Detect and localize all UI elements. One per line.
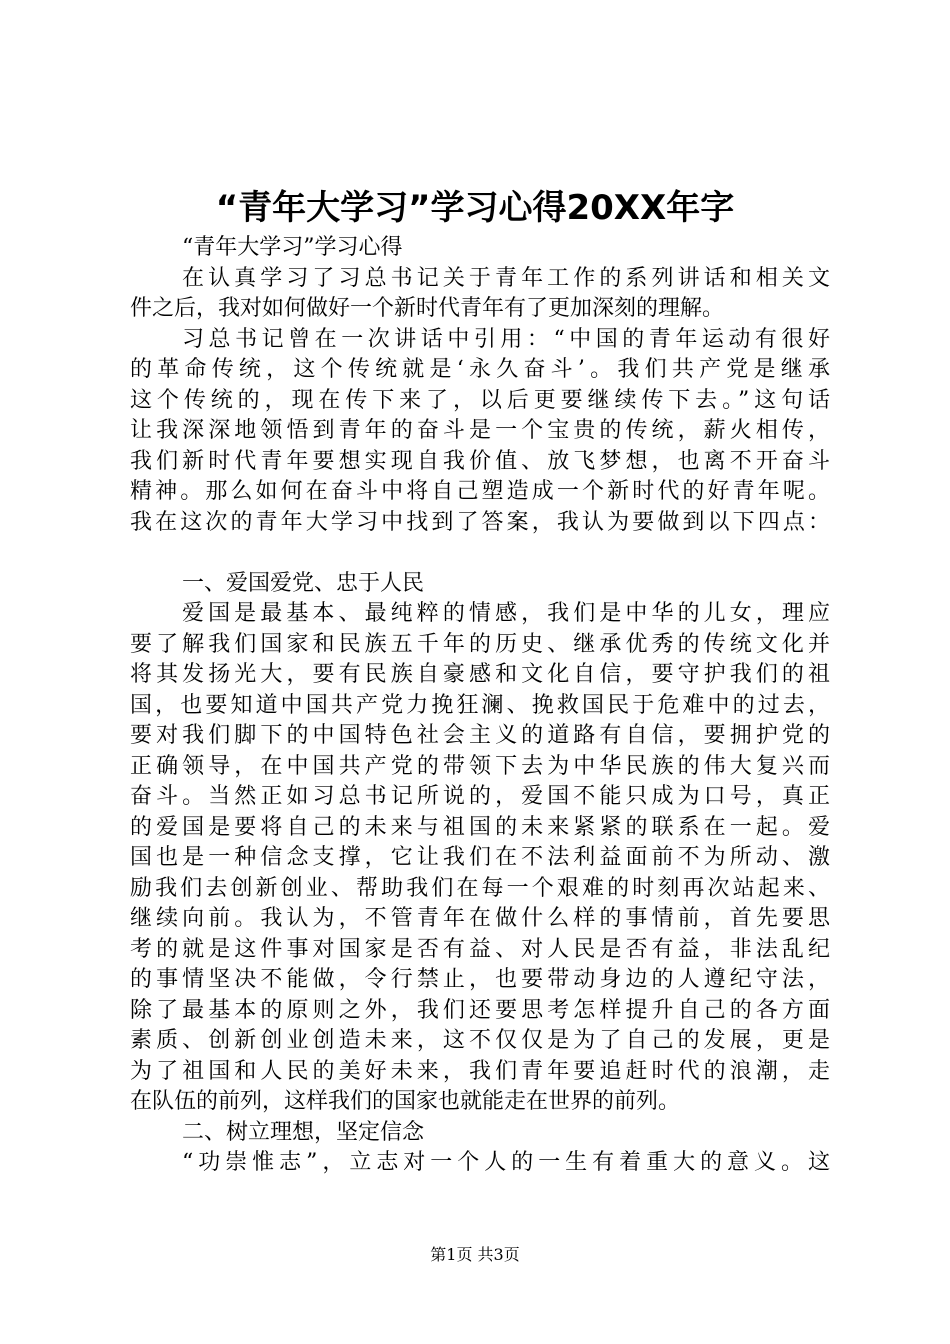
document-body [130, 233, 830, 1179]
paragraph-line: 在认真学习了习总书记关于青年工作的系列讲话和相关文 [182, 265, 830, 291]
paragraph-line: 爱国是最基本、最纯粹的情感，我们是中华的儿女，理应 [182, 601, 830, 626]
subtitle-line: “青年大学习”学习心得 [182, 235, 403, 260]
paragraph-line: 让我深深地领悟到青年的奋斗是一个宝贵的传统，薪火相传， [130, 418, 830, 443]
page-footer: 第1页 共3页 [430, 1245, 520, 1264]
paragraph-line: 励我们去创新创业、帮助我们在每一个艰难的时刻再次站起来、 [130, 875, 830, 901]
blank-line [130, 538, 830, 569]
paragraph-line: 习总书记曾在一次讲话中引用：“中国的青年运动有很好 [182, 326, 830, 352]
paragraph-line: 要对我们脚下的中国特色社会主义的道路有自信，要拥护党的 [130, 723, 830, 748]
paragraph-line: 正确领导，在中国共产党的带领下去为中华民族的伟大复兴而 [130, 753, 830, 779]
paragraph-line: 奋斗。当然正如习总书记所说的，爱国不能只成为口号，真正 [130, 784, 830, 809]
paragraph-line: 为了祖国和人民的美好未来，我们青年要追赶时代的浪潮，走 [130, 1058, 830, 1084]
paragraph-line: 件之后，我对如何做好一个新时代青年有了更加深刻的理解。 [130, 296, 725, 321]
paragraph-line: 继续向前。我认为，不管青年在做什么样的事情前，首先要思 [130, 906, 830, 931]
paragraph-line: 国也是一种信念支撑，它让我们在不法利益面前不为所动、激 [130, 845, 830, 870]
paragraph-line: 这个传统的，现在传下来了，以后更要继续传下去。”这句话 [130, 387, 830, 413]
paragraph-line: 要了解我们国家和民族五千年的历史、继承优秀的传统文化并 [130, 631, 830, 657]
paragraph-line: 素质、创新创业创造未来，这不仅仅是为了自己的发展，更是 [130, 1028, 830, 1053]
paragraph-line: 精神。那么如何在奋斗中将自己塑造成一个新时代的好青年呢。 [130, 479, 830, 504]
paragraph-line: 的革命传统，这个传统就是‘永久奋斗’。我们共产党是继承 [130, 357, 830, 382]
paragraph-line: 在队伍的前列，这样我们的国家也就能走在世界的前列。 [130, 1089, 681, 1114]
paragraph-line: 我们新时代青年要想实现自我价值、放飞梦想，也离不开奋斗 [130, 448, 830, 474]
paragraph-line: 的爱国是要将自己的未来与祖国的未来紧紧的联系在一起。爱 [130, 814, 830, 840]
document-title: “青年大学习”学习心得20XX年字 [215, 188, 735, 228]
paragraph-line: 除了最基本的原则之外，我们还要思考怎样提升自己的各方面 [130, 997, 830, 1023]
section-heading: 二、树立理想，坚定信念 [182, 1119, 425, 1145]
section-heading: 一、爱国爱党、忠于人民 [182, 570, 425, 596]
paragraph-line: 我在这次的青年大学习中找到了答案，我认为要做到以下四点： [130, 509, 830, 535]
paragraph-line: 的事情坚决不能做，令行禁止，也要带动身边的人遵纪守法， [130, 967, 830, 992]
paragraph-line: “功崇惟志”，立志对一个人的一生有着重大的意义。这 [182, 1150, 830, 1175]
paragraph-line: 国，也要知道中国共产党力挽狂澜、挽救国民于危难中的过去， [130, 692, 830, 718]
paragraph-line: 考的就是这件事对国家是否有益、对人民是否有益，非法乱纪 [130, 936, 830, 962]
paragraph-line: 将其发扬光大，要有民族自豪感和文化自信，要守护我们的祖 [130, 662, 830, 687]
